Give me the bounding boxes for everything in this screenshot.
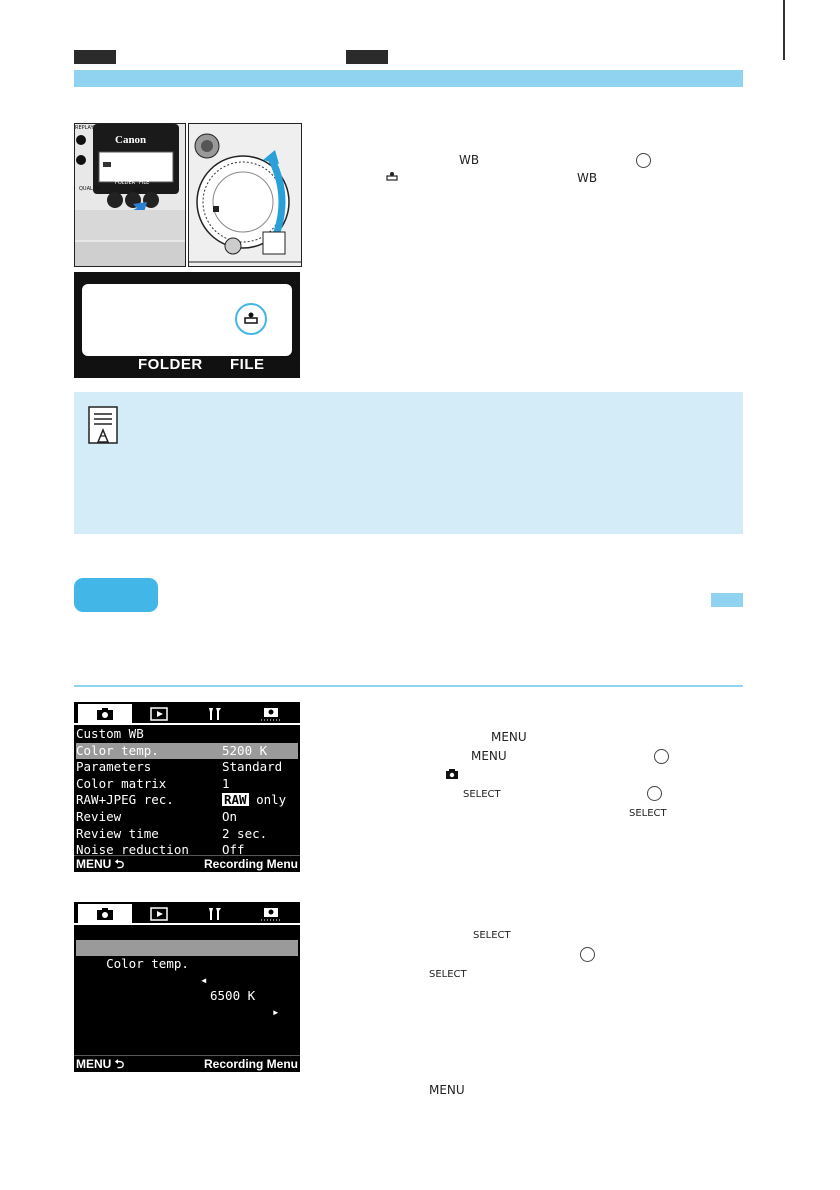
menu-button-glyph-1: MENU	[491, 730, 527, 744]
main-dial-icon	[647, 786, 662, 801]
select-button-glyph-2: SELECT	[629, 808, 667, 819]
menu-row-value: Off	[222, 842, 245, 858]
footer-recording-label: Recording Menu	[203, 1057, 298, 1071]
main-dial-icon	[636, 153, 651, 168]
select-button-glyph-3: SELECT	[473, 930, 511, 941]
header-tag-right	[346, 50, 388, 64]
menu-row-label: Color temp.	[76, 742, 159, 758]
tab-custom[interactable]	[244, 904, 298, 924]
increase-arrow-icon[interactable]: ▸	[272, 1004, 280, 1019]
menu-button-glyph-2: MENU	[471, 749, 507, 763]
quality-label: QUALITY	[79, 186, 101, 192]
menu-row-label: Color matrix	[76, 775, 167, 791]
menu-row[interactable]	[76, 759, 298, 775]
menu-row[interactable]	[76, 809, 298, 825]
menu-row-label: Parameters	[76, 759, 152, 775]
menu-row[interactable]	[76, 743, 298, 759]
lcd-folder-label: FOLDER	[138, 356, 203, 373]
select-button-glyph-4: SELECT	[429, 969, 467, 980]
menu-footer	[74, 855, 300, 872]
recording-menu-screen	[74, 702, 300, 872]
menu-row[interactable]	[76, 826, 298, 842]
menu-button-glyph-3: MENU	[429, 1083, 465, 1097]
decrease-arrow-icon[interactable]: ◂	[200, 972, 208, 987]
menu-row-value: 2 sec.	[222, 825, 268, 841]
footer-recording-label: Recording Menu	[203, 857, 298, 871]
main-dial-icon	[654, 749, 669, 764]
menu-row-label: Custom WB	[76, 726, 144, 741]
color-temp-row[interactable]	[76, 940, 298, 1019]
menu-row-label: Review time	[76, 825, 159, 841]
camera-brand-text: Canon	[115, 134, 147, 146]
custom-camera-icon	[260, 906, 282, 922]
menu-tabs	[74, 902, 300, 924]
menu-row[interactable]	[76, 792, 298, 808]
menu-row-label: RAW+JPEG rec.	[76, 792, 174, 808]
wb-button-glyph-1: WB	[459, 153, 480, 167]
select-button-glyph-1: SELECT	[463, 789, 501, 800]
custom-wb-small-icon	[385, 171, 399, 181]
color-temp-value: 6500 K	[210, 988, 256, 1003]
menu-row-label: Review	[76, 809, 122, 824]
color-temp-label: Color temp.	[106, 956, 189, 971]
tab-custom[interactable]	[244, 704, 298, 724]
playback-icon	[150, 907, 168, 921]
tab-recording[interactable]	[78, 704, 132, 724]
custom-camera-icon	[260, 706, 282, 722]
file-label: FILE	[139, 180, 150, 186]
camera-top-photo	[74, 123, 186, 267]
raw-suffix: only	[248, 792, 287, 808]
footer-menu-label: MENU ⮌	[76, 1057, 125, 1071]
tab-setup[interactable]	[188, 704, 242, 724]
custom-wb-icon	[234, 302, 268, 336]
raw-badge: RAW	[224, 792, 247, 808]
menu-row[interactable]	[76, 776, 298, 792]
tab-underline	[74, 923, 300, 925]
menu-tabs	[74, 702, 300, 724]
main-dial-icon	[580, 947, 595, 962]
note-box	[74, 392, 743, 534]
menu-row-value: Standard	[222, 759, 283, 775]
folder-label: FOLDER	[115, 180, 136, 186]
top-lcd-display	[82, 284, 292, 356]
tab-recording[interactable]	[78, 904, 132, 924]
section-heading-pill	[74, 578, 158, 612]
menu-row-label: Noise reduction	[76, 842, 189, 858]
color-temp-screen	[74, 902, 300, 1072]
wb-button-glyph-2: WB	[577, 171, 598, 185]
camera-back-photo	[188, 123, 302, 267]
playback-icon	[150, 707, 168, 721]
section-marker	[711, 593, 743, 607]
header-tag-left	[74, 50, 116, 64]
section-divider	[74, 685, 743, 687]
footer-menu-label: MENU ⮌	[76, 857, 125, 871]
tab-playback[interactable]	[132, 904, 186, 924]
lcd-file-label: FILE	[230, 356, 265, 373]
camera-small-icon	[445, 768, 459, 780]
camera-icon	[96, 707, 114, 721]
menu-row-value: 1	[222, 775, 230, 791]
tab-underline	[74, 723, 300, 725]
tools-icon	[206, 907, 224, 921]
tab-setup[interactable]	[188, 904, 242, 924]
menu-footer	[74, 1055, 300, 1072]
header-bar	[74, 70, 743, 87]
note-icon	[88, 406, 118, 444]
page-edge-line	[783, 0, 785, 60]
menu-row[interactable]	[76, 726, 298, 742]
top-lcd-panel	[74, 272, 300, 378]
camera-icon	[96, 907, 114, 921]
tab-playback[interactable]	[132, 704, 186, 724]
wb-label: WB	[133, 188, 142, 194]
menu-row-value: On	[222, 809, 238, 824]
tools-icon	[206, 707, 224, 721]
replay-label: REPLAY	[75, 125, 94, 131]
menu-row-value: 5200 K	[222, 742, 268, 758]
menu-row-value	[222, 792, 286, 808]
